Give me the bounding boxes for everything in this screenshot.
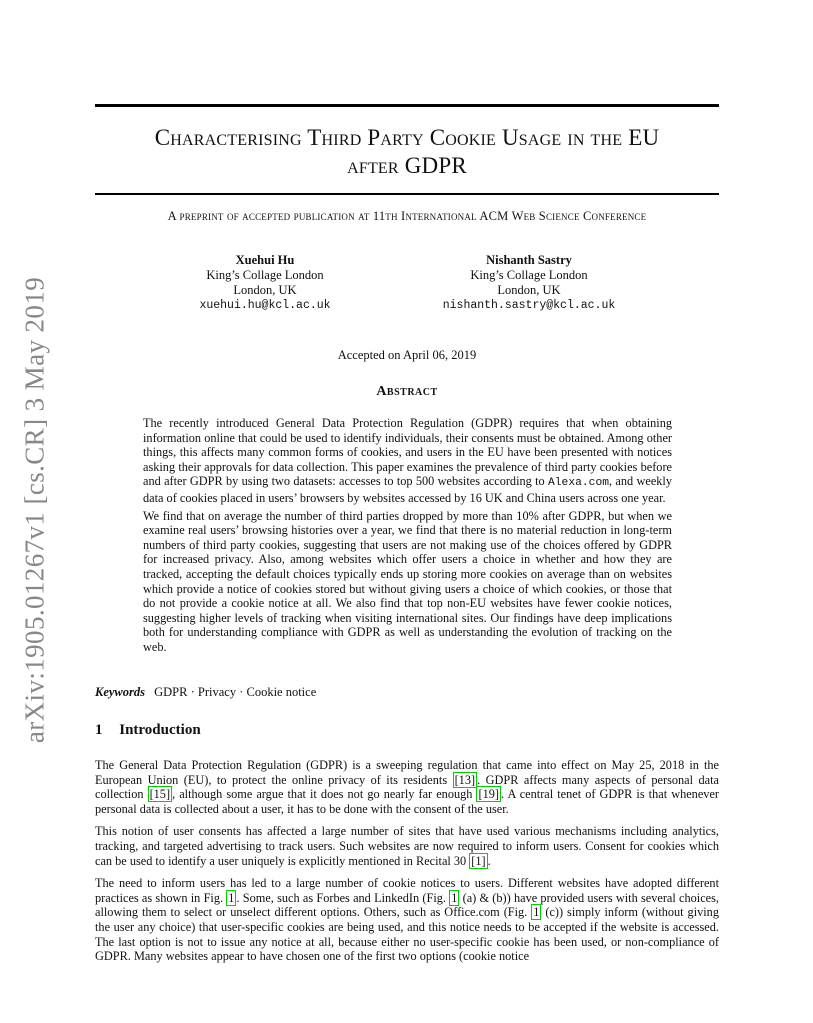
keywords-line [95,685,316,700]
title-top-rule [95,104,719,107]
intro-paragraph-2: This notion of user consents has affected a large number of sites that have used various mechanisms including analytics, tracking, and targeted advertising to track users. Such websites are now required to inform users. Consent for cookies which can be used to identify a user uniquely is explicitly mentioned in Recital 30 [1] . [95,824,719,868]
intro-paragraph-3: The need to inform users has led to a large number of cookie notices to users. Different websites have adopted different practices as shown in Fig. 1 . Some, such as Forbes and LinkedIn (Fig. 1 (a) & (b)) have provided users with several choices, allowing them to select or unselect different options. Others, such as Office.com (Fig. 1 (c)) simply inform (without giving the user any choice) that user-specific cookies are being used, and this notice needs to be accepted if the website is accessed. The last option is not to issue any notice at all, because either no user-specific cookie has been used, or non-compliance of GDPR. Many websites appear to have chosen one of the first two options (cookie notice [95,876,719,964]
keywords-label: Keywords [95,685,145,699]
section-title: Introduction [119,722,201,738]
author-name: Nishanth Sastry [486,253,572,267]
introduction-body [95,758,719,972]
abstract-paragraph-2: We find that on average the number of third parties dropped by more than 10% after GDPR, but when we examine real users’ browsing histories over a year, we find that there is no material reduction in long-term numbers of third party cookies, suggesting that users are not making use of the choices offered by GDPR for increased privacy. Also, among websites which offer users a choice in whether and how they are tracked, accepting the default choices typically ends up storing more cookies on average than on websites which provide a notice of cookies stored but without giving users a choice of which cookies, or those that do not provide a cookie notice at all. We also find that top non-EU websites have fewer cookie notices, suggesting higher levels of tracking when visiting international sites. Our findings have deep implications both for understanding compliance with GDPR as well as understanding the evolution of tracking on the web. [143,508,672,654]
author-location: London, UK [497,283,561,297]
author-name: Xuehui Hu [235,253,295,267]
intro-paragraph-1: The General Data Protection Regulation (GDPR) is a sweeping regulation that came into effect on May 25, 2018 in the European Union (EU), to protect the online privacy of its residents [13] . GDPR affects many aspects of personal data collection [15] , although some argue that it does not go nearly far enough [19] . A central tenet of GDPR is that whenever personal data is collected about a user, it has to be done with the consent of the user. [95,758,719,816]
accepted-date: Accepted on April 06, 2019 [337,348,477,362]
author-email[interactable]: xuehui.hu@kcl.ac.uk [199,299,331,312]
title-line-2: after GDPR [347,153,467,178]
citation-link[interactable]: [1] [471,853,486,868]
abstract-body [143,416,672,658]
author-affiliation: King’s Collage London [470,268,588,282]
section-heading-introduction [95,722,201,739]
author-affiliation: King’s Collage London [206,268,324,282]
author-block-1 [145,253,385,313]
author-block-2 [409,253,649,313]
preprint-notice: A preprint of accepted publication at 11th International ACM Web Science Conference [167,209,647,223]
abstract-paragraph-1: The recently introduced General Data Protection Regulation (GDPR) requires that when obtaining information online that could be used to identify individuals, their consents must be obtained. Among other things, this affects many common forms of cookies, and users in the EU have been presented with notices asking their approvals for data collection. This paper examines the prevalence of third party cookies before and after GDPR by using two datasets: accesses to top 500 websites according to Alexa.com, and weekly data of cookies placed in users’ browsers by websites accessed by 16 UK and China users across one year. [143,416,672,505]
title-line-1: Characterising Third Party Cookie Usage in the EU [154,125,660,150]
citation-link[interactable]: [19] [478,787,499,802]
figure-link[interactable]: 1 [228,890,235,905]
figure-link[interactable]: 1 [533,905,540,920]
title-bottom-rule [95,193,719,195]
citation-link[interactable]: [13] [454,772,476,787]
alexa-code: Alexa.com [548,477,610,490]
citation-link[interactable]: [15] [149,787,171,802]
author-email[interactable]: nishanth.sastry@kcl.ac.uk [442,299,616,312]
abstract-heading: Abstract [376,384,438,399]
author-location: London, UK [233,283,297,297]
paper-title [95,124,719,180]
section-number: 1 [95,722,103,738]
arxiv-identifier-stamp: arXiv:1905.01267v1 [cs.CR] 3 May 2019 [19,276,50,744]
figure-link[interactable]: 1 [451,890,458,905]
keywords-list: GDPR · Privacy · Cookie notice [154,685,317,699]
